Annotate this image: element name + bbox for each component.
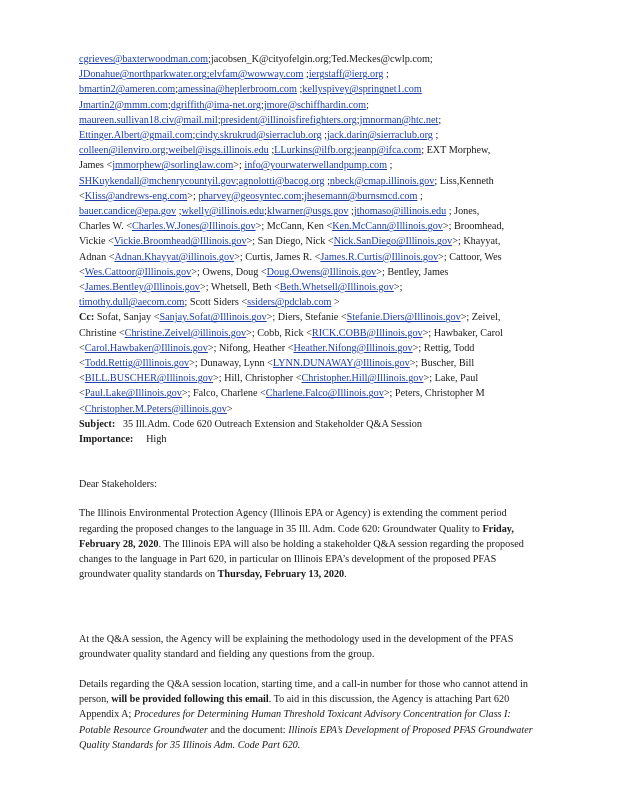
- recipient-line: [79, 174, 544, 189]
- email-link[interactable]: pharvey@geosyntec.com: [198, 190, 302, 202]
- email-link[interactable]: amessina@heplerbroom.com: [178, 84, 297, 96]
- email-link[interactable]: Charlene.Falco@Illinois.gov: [265, 388, 384, 400]
- text-segment: ;: [296, 84, 303, 96]
- text-segment: >; Diers, Stefanie <: [266, 312, 347, 324]
- text-segment: >;: [187, 190, 199, 202]
- email-link[interactable]: kellyspivey@springnet1.com: [302, 84, 422, 96]
- recipient-line: [79, 158, 544, 173]
- text-segment: Adnan <: [79, 251, 115, 263]
- recipient-line: [79, 82, 544, 97]
- text-segment: <: [79, 282, 85, 294]
- text-segment: >; Lake, Paul: [423, 373, 479, 385]
- text-segment: ;: [438, 114, 442, 126]
- text-segment: ;: [351, 145, 355, 157]
- subject-label: Subject:: [79, 418, 116, 430]
- text-segment: >: [331, 297, 340, 309]
- text-segment: ;: [217, 114, 221, 126]
- email-link[interactable]: Adnan.Khayyat@illinois.gov: [114, 251, 235, 263]
- recipient-line: [79, 219, 544, 234]
- email-link[interactable]: Jmartin2@mmm.com: [79, 99, 168, 111]
- email-document: [79, 52, 544, 768]
- text-segment: >; Cobb, Rick <: [246, 327, 312, 339]
- recipient-line: [79, 280, 544, 295]
- text-segment: Charles W. <: [79, 221, 133, 233]
- text-segment: ; Liss,Kenneth: [434, 175, 494, 187]
- email-link[interactable]: Todd.Rettig@Illinois.gov: [84, 358, 190, 370]
- text-segment: Cc:: [79, 312, 95, 324]
- email-link[interactable]: weibel@isgs.illinois.edu: [168, 145, 269, 157]
- email-link[interactable]: nbeck@cmap.illinois.gov: [329, 175, 435, 187]
- text-segment: >; Zeivel,: [460, 312, 501, 324]
- email-link[interactable]: jhesemann@burnsmcd.com: [304, 190, 418, 202]
- email-link[interactable]: Sanjay.Sofat@Illinois.gov: [159, 312, 267, 324]
- text-segment: >; Whetsell, Beth <: [199, 282, 280, 294]
- text-segment: >;: [393, 282, 403, 294]
- cc-line: [79, 386, 544, 401]
- email-link[interactable]: timothy.dull@aecom.com: [79, 297, 185, 309]
- text-segment: ;: [303, 69, 309, 81]
- importance-value: High: [146, 434, 167, 446]
- email-link[interactable]: colleen@ilenviro.org: [79, 145, 166, 157]
- text-segment: >; Buscher, Bill: [409, 358, 475, 370]
- text-segment: >; Cattoor, Wes: [438, 251, 502, 263]
- text-segment: >; Khayyat,: [452, 236, 501, 248]
- subject-line: [79, 417, 544, 432]
- cc-line: [79, 371, 544, 386]
- text-segment: >; San Diego, Nick <: [246, 236, 334, 248]
- text-segment: ;: [348, 206, 354, 218]
- recipient-line: [79, 98, 544, 113]
- text-segment: >; Dunaway, Lynn <: [189, 358, 273, 370]
- salutation: Dear Stakeholders:: [79, 479, 157, 491]
- recipient-line: [79, 67, 544, 82]
- text-segment: <: [79, 342, 85, 354]
- text-segment: <: [79, 388, 85, 400]
- text-segment: . The Illinois EPA will also be holding a stakeholder Q&A session regarding the proposed changes to the language in Part 620, in particular on Illinois EPA’s development of the proposed PFAS groundwater quality standards on: [79, 538, 524, 581]
- subject-value: 35 Ill.Adm. Code 620 Outreach Extension and Stakeholder Q&A Session: [122, 418, 422, 430]
- email-link[interactable]: Heather.Nifong@Illinois.gov: [293, 342, 413, 354]
- text-segment: >; Nifong, Heather <: [207, 342, 294, 354]
- email-link[interactable]: klwarner@usgs.gov: [266, 206, 349, 218]
- text-segment: Friday, February 28, 2020: [79, 523, 514, 550]
- email-link[interactable]: BILL.BUSCHER@Illinois.gov: [84, 373, 213, 385]
- email-link[interactable]: RICK.COBB@Illinois.gov: [311, 327, 423, 339]
- text-segment: ;: [176, 206, 182, 218]
- text-segment: >; Hawbaker, Carol: [422, 327, 503, 339]
- cc-line: [79, 356, 544, 371]
- text-segment: <: [79, 266, 85, 278]
- email-link[interactable]: Ken.McCann@Illinois.gov: [332, 221, 443, 233]
- email-link[interactable]: maureen.sullivan18.civ@mail.mil: [79, 114, 218, 126]
- text-segment: ;: [175, 84, 179, 96]
- text-segment: ;: [235, 175, 239, 187]
- text-segment: <: [79, 358, 85, 370]
- cc-line: [79, 310, 544, 325]
- email-link[interactable]: Doug.Owens@Illinois.gov: [266, 266, 377, 278]
- email-link[interactable]: bauer.candice@epa.gov: [79, 206, 177, 218]
- email-link[interactable]: Ettinger.Albert@gmail.com: [79, 130, 193, 142]
- email-link[interactable]: LYNN.DUNAWAY@Illinois.gov: [272, 358, 410, 370]
- email-link[interactable]: Vickie.Broomhead@Illinois.gov: [113, 236, 247, 248]
- recipient-line: [79, 295, 544, 310]
- email-link[interactable]: Christine.Zeivel@illinois.gov: [124, 327, 247, 339]
- text-segment: ;: [167, 99, 171, 111]
- email-link[interactable]: dgriffith@ima-net.org: [170, 99, 261, 111]
- text-segment: ;: [383, 69, 389, 81]
- email-link[interactable]: jack.darin@sierraclub.org: [326, 130, 433, 142]
- recipient-line: [79, 265, 544, 280]
- text-segment: >; Broomhead,: [442, 221, 505, 233]
- text-segment: >; Curtis, James R. <: [234, 251, 321, 263]
- recipient-line: [79, 250, 544, 265]
- email-link[interactable]: jmmorphew@sorlinglaw.com: [112, 160, 234, 172]
- email-link[interactable]: jeanp@ifca.com: [354, 145, 422, 157]
- text-segment: ;: [301, 190, 305, 202]
- text-segment: >;: [233, 160, 245, 172]
- text-segment: ;: [165, 145, 169, 157]
- text-segment: ;Ted.Meckes@cwlp.com;: [328, 54, 433, 65]
- importance-label: Importance:: [79, 434, 134, 446]
- cc-line: [79, 341, 544, 356]
- text-segment: and the document:: [207, 724, 289, 736]
- email-link[interactable]: SHKuykendall@mchenrycountyil.gov: [79, 175, 236, 187]
- email-link[interactable]: James.R.Curtis@Illinois.gov: [320, 251, 439, 263]
- text-segment: Sofat, Sanjay <: [94, 312, 160, 324]
- email-link[interactable]: Paul.Lake@Illinois.gov: [84, 388, 182, 400]
- email-link[interactable]: wkelly@illinois.edu: [181, 206, 265, 218]
- email-link[interactable]: Nick.SanDiego@Illinois.gov: [333, 236, 453, 248]
- text-segment: The Illinois Environmental Protection Agency (Illinois EPA or Agency) is extending the comment period regarding the proposed changes to the language in 35 Ill. Adm. Code 620: Groundwater Quality to: [79, 508, 507, 535]
- cc-line: [79, 326, 544, 341]
- email-link[interactable]: jmore@schiffhardin.com: [263, 99, 367, 111]
- text-segment: James <: [79, 160, 113, 172]
- text-segment: ;: [260, 99, 264, 111]
- email-link[interactable]: ssiders@pdclab.com: [247, 297, 332, 309]
- email-link[interactable]: Beth.Whetsell@Illinois.gov: [279, 282, 394, 294]
- text-segment: Procedures for Determining Human Threshold Toxicant Advisory Concentration for Class I: Potable Resource Groundwater: [79, 709, 511, 736]
- text-segment: ; EXT Morphew,: [421, 145, 491, 157]
- recipient-line: [79, 204, 544, 219]
- text-segment: ;: [264, 206, 267, 218]
- text-segment: ;jacobsen_K@cityofelgin.org: [208, 54, 329, 65]
- text-segment: ;: [432, 130, 439, 142]
- text-segment: ;: [324, 175, 330, 187]
- text-segment: At the Q&A session, the Agency will be explaining the methodology used in the development of the PFAS groundwater quality standard and fielding any questions from the group.: [79, 633, 514, 660]
- email-link[interactable]: Charles.W.Jones@Illinois.gov: [132, 221, 256, 233]
- text-segment: >; Owens, Doug <: [191, 266, 267, 278]
- email-link[interactable]: ;elvfam@wowway.com: [206, 69, 304, 81]
- text-segment: .: [344, 569, 347, 581]
- text-segment: >; Hill, Christopher <: [213, 373, 302, 385]
- email-link[interactable]: info@yourwaterwellandpump.com: [244, 160, 388, 172]
- recipient-line: [79, 113, 544, 128]
- email-link[interactable]: James.Bentley@Illinois.gov: [84, 282, 200, 294]
- email-link[interactable]: bmartin2@ameren.com: [79, 84, 176, 96]
- text-segment: >; Bentley, James: [376, 266, 449, 278]
- paragraph-qa-session: [79, 632, 544, 662]
- text-segment: will be provided following this email: [111, 694, 269, 706]
- email-link[interactable]: jthomaso@illinois.edu: [353, 206, 447, 218]
- text-segment: ; Jones,: [446, 206, 480, 218]
- cc-line: [79, 402, 544, 417]
- email-link[interactable]: jmnorman@htc.net: [359, 114, 439, 126]
- text-segment: Illinois EPA’s Development of Proposed PFAS Groundwater Quality Standards for 35 Illinois Adm. Code Part 620.: [79, 724, 533, 751]
- text-segment: Thursday, February 13, 2020: [217, 569, 345, 581]
- text-segment: <: [79, 190, 85, 202]
- text-segment: Vickie <: [79, 236, 114, 248]
- paragraph-details: [79, 677, 544, 753]
- email-link[interactable]: iergstaff@ierg.org: [308, 69, 384, 81]
- text-segment: >; McCann, Ken <: [255, 221, 333, 233]
- text-segment: Details regarding the Q&A session location, starting time, and a call-in number for those who cannot attend in person,: [79, 678, 528, 706]
- text-segment: ;: [268, 145, 275, 157]
- email-link[interactable]: Kliss@andrews-eng.com: [84, 190, 188, 202]
- email-link[interactable]: agnolotti@bacog.org: [238, 175, 325, 187]
- email-link[interactable]: Stefanie.Diers@Illinois.gov: [346, 312, 461, 324]
- text-segment: >; Falco, Charlene <: [181, 388, 266, 400]
- recipient-line: [79, 189, 544, 204]
- text-segment: ;: [321, 130, 327, 142]
- text-segment: ;: [192, 130, 196, 142]
- text-segment: ;: [387, 160, 393, 172]
- paragraph-extension: [79, 506, 544, 582]
- text-segment: >: [226, 403, 233, 415]
- text-segment: ;: [366, 99, 369, 111]
- email-link[interactable]: Christopher.M.Peters@illinois.gov: [84, 403, 227, 415]
- email-link[interactable]: Christopher.Hill@Illinois.gov: [301, 373, 424, 385]
- email-link[interactable]: Wes.Cattoor@Illinois.gov: [84, 266, 192, 278]
- text-segment: ; Scott Siders <: [184, 297, 248, 309]
- email-link[interactable]: LLurkins@ilfb.org: [274, 145, 352, 157]
- text-segment: <: [79, 403, 85, 415]
- text-segment: Christine <: [79, 327, 125, 339]
- recipient-line: [79, 128, 544, 143]
- text-segment: >; Rettig, Todd: [412, 342, 475, 354]
- email-link[interactable]: JDonahue@northparkwater.org: [79, 69, 207, 81]
- text-segment: <: [79, 373, 85, 385]
- text-segment: . To aid in this discussion, the Agency is attaching Part 620 Appendix A;: [79, 694, 510, 721]
- importance-line: [79, 432, 544, 447]
- email-link[interactable]: Carol.Hawbaker@Illinois.gov: [84, 342, 208, 354]
- email-link[interactable]: cgrieves@baxterwoodman.com: [79, 54, 209, 65]
- recipient-line: [79, 234, 544, 249]
- recipient-line: [79, 52, 544, 67]
- recipient-line: [79, 143, 544, 158]
- email-link[interactable]: cindy.skrukrud@sierraclub.org: [195, 130, 322, 142]
- text-segment: ;: [356, 114, 360, 126]
- email-link[interactable]: president@illinoisfirefighters.org: [220, 114, 357, 126]
- text-segment: ;: [417, 190, 423, 202]
- text-segment: >; Peters, Christopher M: [383, 388, 485, 400]
